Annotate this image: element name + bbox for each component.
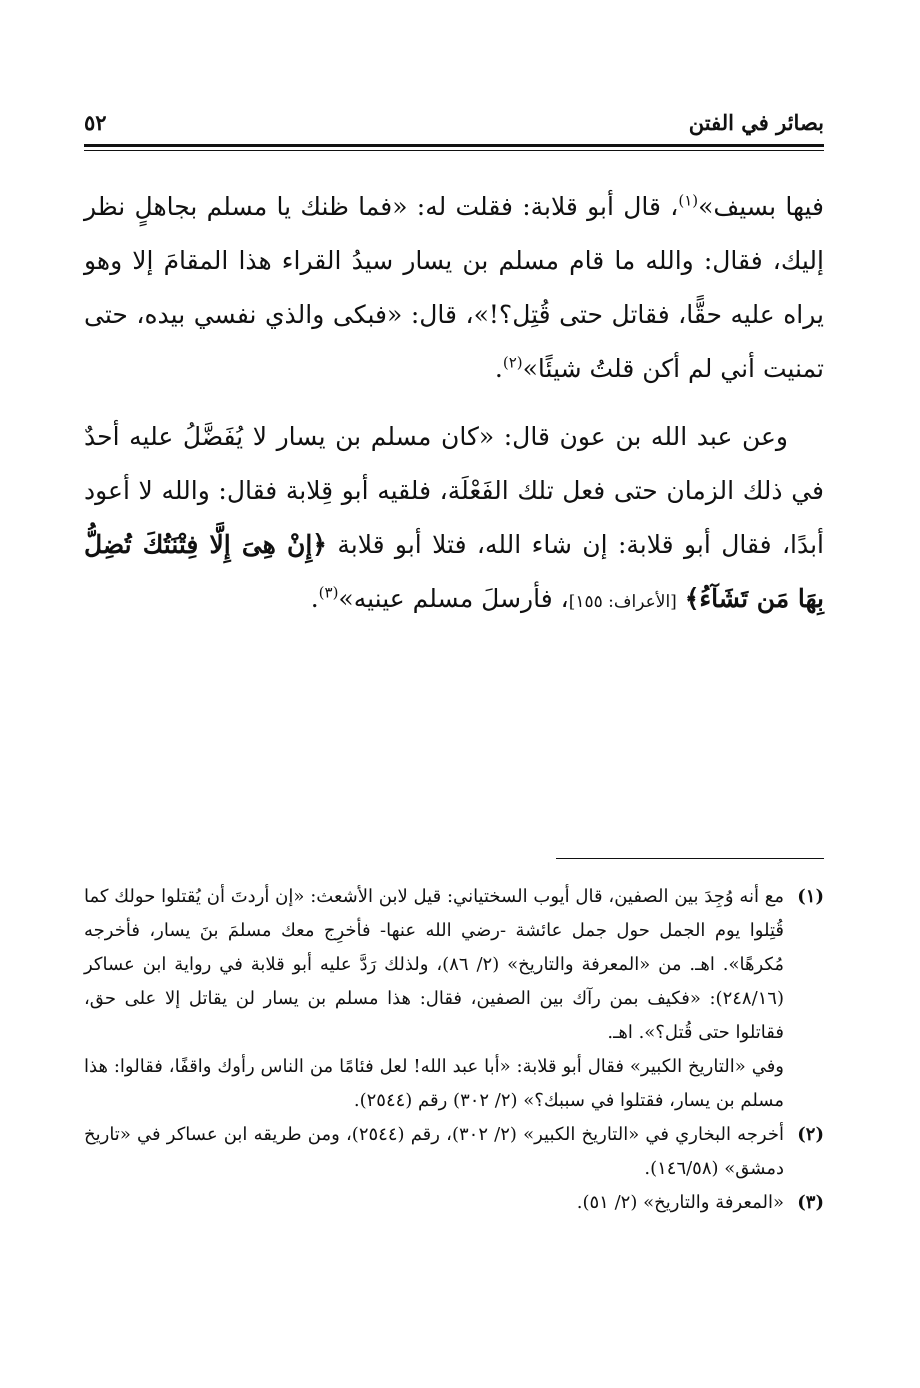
footnote-3 — [84, 1186, 824, 1220]
p2-text-b: ، فأرسلَ مسلم عينيه» — [338, 584, 569, 613]
footnote-ref-2: (٢) — [502, 353, 523, 372]
footnote-1 — [84, 880, 824, 1050]
quran-verse: ﴿إِنْ هِىَ إِلَّا فِتْنَتُكَ تُضِلُّ بِهَا مَن تَشَآءُ﴾ — [84, 530, 824, 613]
p2-text-c: . — [310, 584, 319, 613]
verse-citation: [الأعراف: ١٥٥] — [568, 592, 677, 612]
paragraph-1 — [84, 180, 824, 396]
page-header — [84, 108, 824, 142]
paragraph-2 — [84, 410, 824, 629]
footnote-text: «المعرفة والتاريخ» (٢/ ٥١). — [576, 1192, 784, 1213]
main-text — [84, 180, 824, 643]
header-rule-thick — [84, 144, 824, 147]
footnote-text: أخرجه البخاري في «التاريخ الكبير» (٢/ ٣٠٢)، رقم (٢٥٤٤)، ومن طريقه ابن عساكر في «تاريخ دمشق» (١٤٦/٥٨). — [84, 1124, 784, 1179]
footnote-ref-1: (١) — [678, 191, 699, 210]
p1-text-c: . — [494, 354, 503, 383]
header-rule-thin — [84, 150, 824, 151]
p1-text-b: ، قال أبو قلابة: فقلت له: «فما ظنك يا مسلم بجاهلٍ نظر إليك، فقال: والله ما قام مسلم بن يسار سيدُ القراء هذا المقامَ إلا وهو يراه عليه حقًّا، فقاتل حتى قُتِل؟!»، قال: «فبكى والذي نفسي بيده، حتى تمنيت أني لم أكن قلتُ شيئًا» — [84, 192, 824, 383]
running-title: بصائر في الفتن — [688, 110, 824, 135]
p1-text-a: فيها بسيف» — [698, 192, 825, 221]
footnote-text: مع أنه وُجِدَ بين الصفين، قال أيوب السختياني: قيل لابن الأشعث: «إن أردتَ أن يُقتلوا حولك كما قُتِلوا يوم الجمل حول جمل عائشة -رضي الله عنها- فأخرِج معك مسلمَ بنَ يسار، فأخرجه مُكرهًا». اهـ. من «المعرفة والتاريخ» (٢/ ٨٦)، ولذلك رَدَّ عليه أبو قلابة في رواية ابن عساكر (٢٤٨/١٦): «فكيف بمن رآك بين الصفين، فقال: هذا مسلم بن يسار لن يقاتل إلا على حق، فقاتلوا حتى قُتل؟». اهـ. — [84, 886, 784, 1043]
page-number: ٥٢ — [84, 110, 107, 135]
p2-text-a: وعن عبد الله بن عون قال: «كان مسلم بن يسار لا يُفَضَّلُ عليه أحدٌ في ذلك الزمان حتى فعل تلك الفَعْلَة، فلقيه أبو قِلابة فقال: والله لا أعود أبدًا، فقال أبو قلابة: إن شاء الله، فتلا أبو قلابة — [84, 422, 825, 559]
footnotes — [84, 880, 824, 1220]
footnote-separator — [556, 858, 824, 859]
footnote-ref-3: (٣) — [318, 583, 339, 602]
footnote-number: (١) — [797, 886, 824, 907]
footnote-text: وفي «التاريخ الكبير» فقال أبو قلابة: «أبا عبد الله! لعل فئامًا من الناس رأوك واقفًا، فقالوا: هذا مسلم بن يسار، فقتلوا في سببك؟» (٢/ ٣٠٢) رقم (٢٥٤٤). — [84, 1056, 784, 1111]
footnote-number: (٣) — [797, 1192, 824, 1213]
footnote-1-continuation — [84, 1050, 824, 1118]
footnote-number: (٢) — [797, 1124, 824, 1145]
footnote-2 — [84, 1118, 824, 1186]
